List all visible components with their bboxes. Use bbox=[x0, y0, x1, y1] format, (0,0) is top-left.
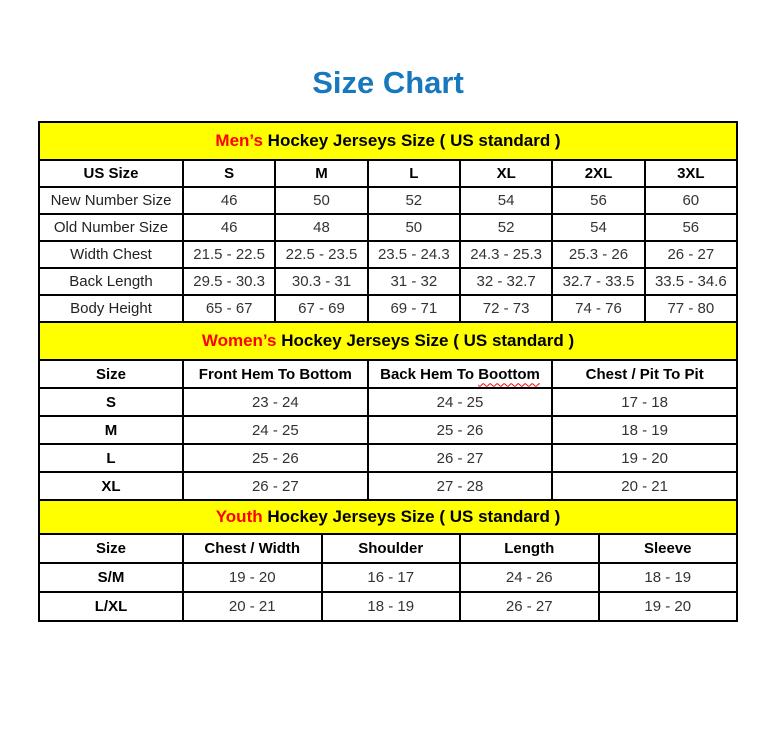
youth-size-value: 18 - 19 bbox=[322, 592, 461, 621]
womens-banner-accent: Women’s bbox=[201, 331, 277, 350]
mens-size-value: 48 bbox=[275, 214, 367, 241]
mens-size-table bbox=[38, 121, 738, 323]
womens-size-value: 20 - 21 bbox=[552, 472, 737, 500]
womens-size-value: 25 - 26 bbox=[368, 416, 553, 444]
womens-size-value: 27 - 28 bbox=[368, 472, 553, 500]
mens-size-value: 33.5 - 34.6 bbox=[645, 268, 737, 295]
womens-table-row bbox=[39, 472, 737, 500]
mens-row-label: New Number Size bbox=[39, 187, 183, 214]
mens-column-header: 3XL bbox=[645, 160, 737, 187]
womens-row-label: XL bbox=[39, 472, 183, 500]
mens-size-value: 69 - 71 bbox=[368, 295, 460, 322]
mens-size-value: 54 bbox=[460, 187, 552, 214]
womens-size-value: 17 - 18 bbox=[552, 388, 737, 416]
mens-banner: Men’s Hockey Jerseys Size ( US standard ) bbox=[39, 122, 737, 160]
womens-column-header: Back Hem To Boottom bbox=[368, 360, 553, 388]
mens-size-value: 21.5 - 22.5 bbox=[183, 241, 275, 268]
mens-size-value: 29.5 - 30.3 bbox=[183, 268, 275, 295]
mens-size-value: 74 - 76 bbox=[552, 295, 644, 322]
mens-column-header: L bbox=[368, 160, 460, 187]
size-chart-page bbox=[38, 64, 738, 622]
mens-column-header: S bbox=[183, 160, 275, 187]
mens-size-value: 65 - 67 bbox=[183, 295, 275, 322]
mens-size-value: 50 bbox=[368, 214, 460, 241]
youth-size-value: 18 - 19 bbox=[599, 563, 738, 592]
mens-table-row bbox=[39, 268, 737, 295]
youth-column-header: Length bbox=[460, 534, 599, 563]
womens-size-value: 25 - 26 bbox=[183, 444, 368, 472]
mens-row-label: Back Length bbox=[39, 268, 183, 295]
womens-banner: Women’s Hockey Jerseys Size ( US standard ) bbox=[39, 322, 737, 360]
mens-size-value: 54 bbox=[552, 214, 644, 241]
mens-size-value: 32 - 32.7 bbox=[460, 268, 552, 295]
womens-column-header: Chest / Pit To Pit bbox=[552, 360, 737, 388]
mens-size-value: 26 - 27 bbox=[645, 241, 737, 268]
youth-size-value: 26 - 27 bbox=[460, 592, 599, 621]
mens-size-value: 52 bbox=[368, 187, 460, 214]
womens-banner-row bbox=[39, 322, 737, 360]
youth-header-row bbox=[39, 534, 737, 563]
mens-size-value: 32.7 - 33.5 bbox=[552, 268, 644, 295]
mens-size-value: 46 bbox=[183, 187, 275, 214]
womens-row-label: M bbox=[39, 416, 183, 444]
mens-banner-accent: Men’s bbox=[215, 131, 263, 150]
womens-table-row bbox=[39, 444, 737, 472]
youth-column-header: Shoulder bbox=[322, 534, 461, 563]
mens-table-row bbox=[39, 241, 737, 268]
mens-size-value: 77 - 80 bbox=[645, 295, 737, 322]
mens-size-value: 24.3 - 25.3 bbox=[460, 241, 552, 268]
youth-banner-row bbox=[39, 500, 737, 534]
youth-table-row bbox=[39, 563, 737, 592]
mens-size-value: 46 bbox=[183, 214, 275, 241]
mens-size-value: 72 - 73 bbox=[460, 295, 552, 322]
youth-table-row bbox=[39, 592, 737, 621]
size-tables bbox=[38, 121, 738, 622]
mens-size-value: 31 - 32 bbox=[368, 268, 460, 295]
womens-column-header: Front Hem To Bottom bbox=[183, 360, 368, 388]
youth-size-value: 19 - 20 bbox=[183, 563, 322, 592]
womens-size-value: 18 - 19 bbox=[552, 416, 737, 444]
womens-size-table bbox=[38, 321, 738, 501]
mens-banner-row bbox=[39, 122, 737, 160]
mens-size-value: 22.5 - 23.5 bbox=[275, 241, 367, 268]
womens-size-value: 26 - 27 bbox=[368, 444, 553, 472]
mens-column-header: XL bbox=[460, 160, 552, 187]
womens-table-row bbox=[39, 416, 737, 444]
youth-row-label: S/M bbox=[39, 563, 183, 592]
mens-column-header: 2XL bbox=[552, 160, 644, 187]
mens-row-label: Width Chest bbox=[39, 241, 183, 268]
mens-column-header: M bbox=[275, 160, 367, 187]
mens-column-header: US Size bbox=[39, 160, 183, 187]
youth-size-value: 16 - 17 bbox=[322, 563, 461, 592]
mens-size-value: 50 bbox=[275, 187, 367, 214]
mens-table-row bbox=[39, 295, 737, 322]
mens-size-value: 52 bbox=[460, 214, 552, 241]
youth-banner-accent: Youth bbox=[215, 507, 263, 526]
mens-size-value: 25.3 - 26 bbox=[552, 241, 644, 268]
womens-header-row bbox=[39, 360, 737, 388]
womens-size-value: 24 - 25 bbox=[368, 388, 553, 416]
mens-table-row bbox=[39, 214, 737, 241]
youth-size-value: 19 - 20 bbox=[599, 592, 738, 621]
youth-size-value: 20 - 21 bbox=[183, 592, 322, 621]
youth-row-label: L/XL bbox=[39, 592, 183, 621]
womens-column-header: Size bbox=[39, 360, 183, 388]
womens-row-label: S bbox=[39, 388, 183, 416]
youth-banner: Youth Hockey Jerseys Size ( US standard ) bbox=[39, 500, 737, 534]
mens-header-row bbox=[39, 160, 737, 187]
womens-size-value: 23 - 24 bbox=[183, 388, 368, 416]
mens-table-row bbox=[39, 187, 737, 214]
youth-column-header: Size bbox=[39, 534, 183, 563]
womens-size-value: 24 - 25 bbox=[183, 416, 368, 444]
mens-row-label: Old Number Size bbox=[39, 214, 183, 241]
womens-size-value: 26 - 27 bbox=[183, 472, 368, 500]
womens-row-label: L bbox=[39, 444, 183, 472]
mens-size-value: 56 bbox=[552, 187, 644, 214]
mens-size-value: 60 bbox=[645, 187, 737, 214]
youth-size-value: 24 - 26 bbox=[460, 563, 599, 592]
youth-size-table bbox=[38, 499, 738, 622]
womens-table-row bbox=[39, 388, 737, 416]
page-title: Size Chart bbox=[312, 65, 464, 100]
mens-size-value: 56 bbox=[645, 214, 737, 241]
womens-size-value: 19 - 20 bbox=[552, 444, 737, 472]
youth-column-header: Chest / Width bbox=[183, 534, 322, 563]
youth-column-header: Sleeve bbox=[599, 534, 738, 563]
mens-row-label: Body Height bbox=[39, 295, 183, 322]
misspelled-word: Boottom bbox=[478, 365, 540, 383]
mens-size-value: 30.3 - 31 bbox=[275, 268, 367, 295]
mens-size-value: 67 - 69 bbox=[275, 295, 367, 322]
mens-size-value: 23.5 - 24.3 bbox=[368, 241, 460, 268]
